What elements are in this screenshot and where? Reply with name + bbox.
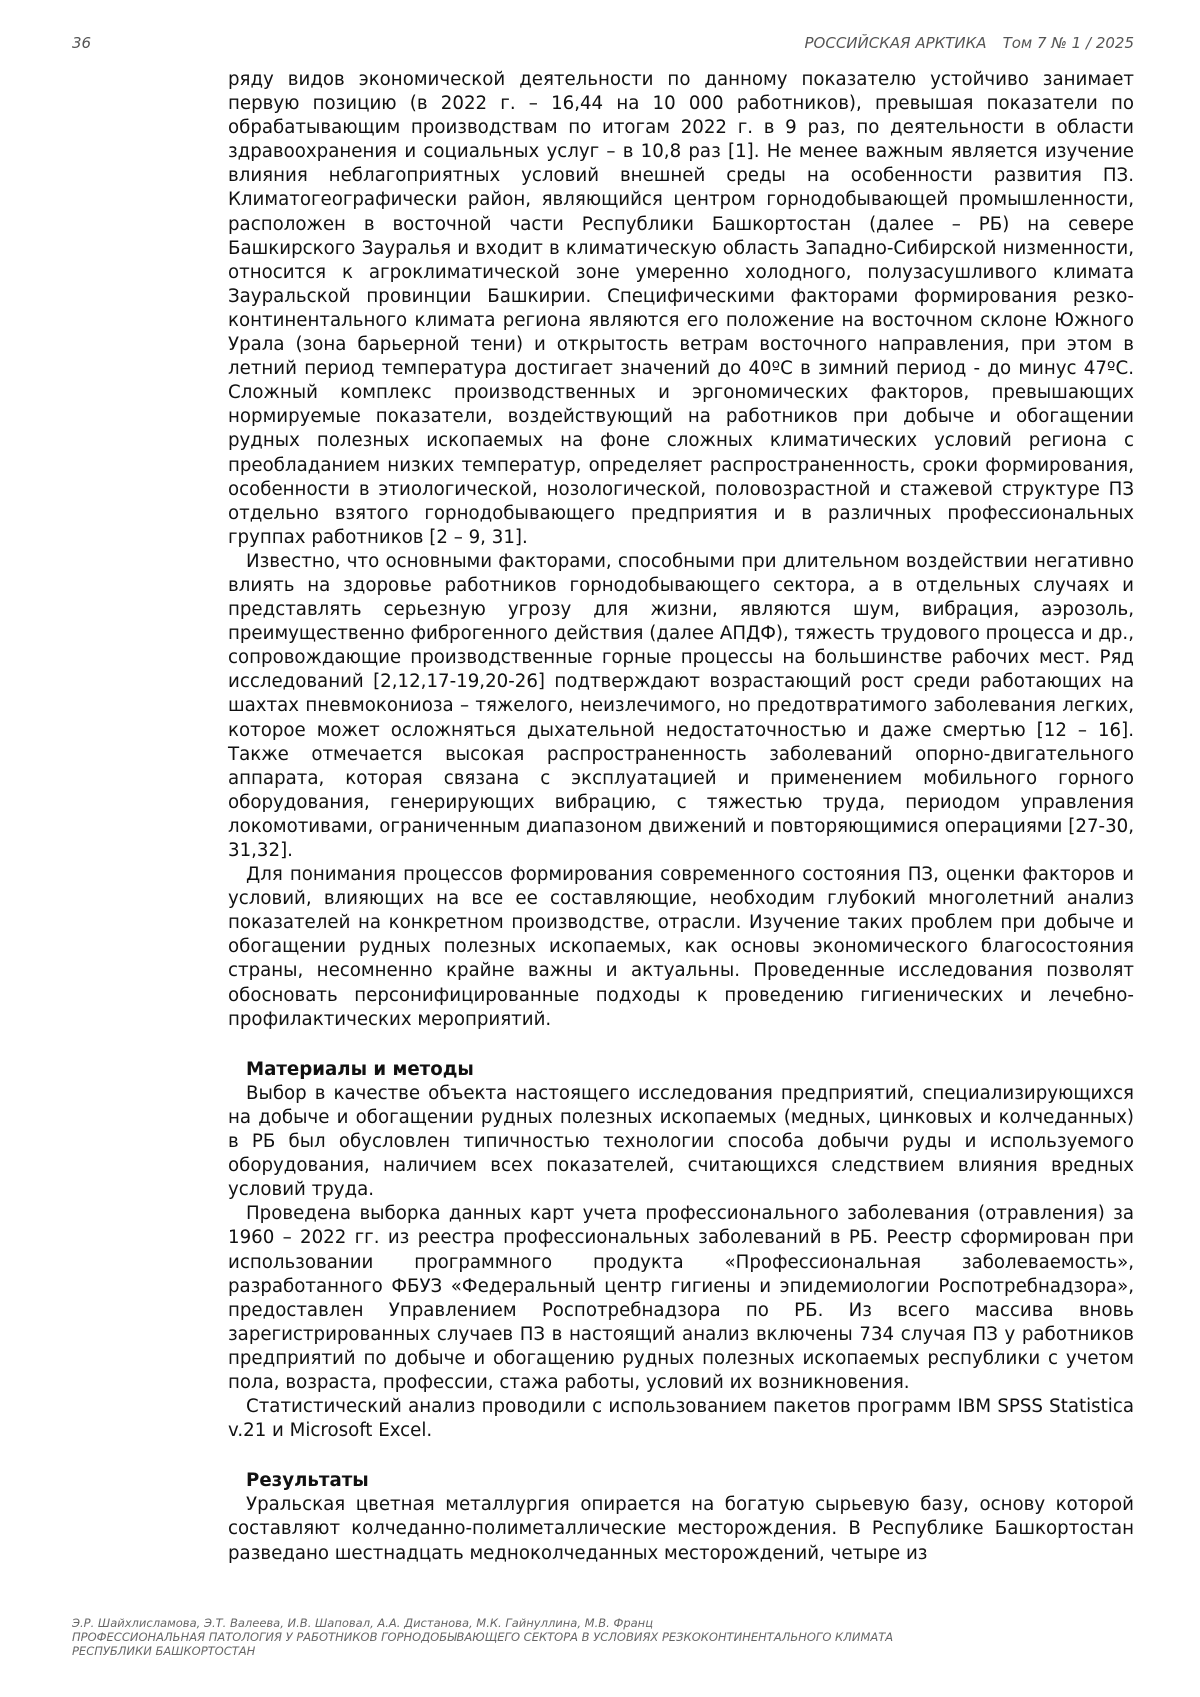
page-footer <box>72 1616 1132 1658</box>
body-paragraph: Известно, что основными факторами, способными при длительном воздействии негативно влиять на здоровье работников горнодобывающего сектора, а в отдельных случаях и представлять серьезную угрозу для жизни, являются шум, вибрация, аэрозоль, преимущественно фиброгенного действия (далее АПДФ), тяжесть трудового процесса и др., сопровождающие производственные горные процессы на большинстве рабочих мест. Ряд исследований [2,12,17-19,20-26] подтверждают возрастающий рост среди работающих на шахтах пневмокониоза – тяжелого, неизлечимого, но предотвратимого заболевания легких, которое может осложняться дыхательной недостаточностью и даже смертью [12 – 16]. Также отмечается высокая распространенность заболеваний опорно-двигательного аппарата, которая связана с эксплуатацией и применением мобильного горного оборудования, генерирующих вибрацию, с тяжестью труда, периодом управления локомотивами, ограниченным диапазоном движений и повторяющимися операциями [27-30, 31,32]. <box>228 550 1134 861</box>
footer-article-title-cont: РЕСПУБЛИКИ БАШКОРТОСТАН <box>72 1644 256 1658</box>
body-paragraph: Проведена выборка данных карт учета профессионального заболевания (отравления) за 1960 – 2022 гг. из реестра профессиональных заболеваний в РБ. Реестр сформирован при использовании программного продукта «Профессиональная заболеваемость», разработанного ФБУЗ «Федеральный центр гигиены и эпидемиологии Роспотребнадзора», предоставлен Управлением Роспотребнадзора по РБ. Из всего массива вновь зарегистрированных случаев ПЗ в настоящий анализ включены 734 случая ПЗ у работников предприятий по добыче и обогащению рудных полезных ископаемых республики с учетом пола, возраста, профессии, стажа работы, условий их возникновения. <box>228 1203 1134 1393</box>
body-paragraph: Статистический анализ проводили с использованием пакетов программ IBM SPSS Statistica v.21 и Microsoft Excel. <box>228 1396 1134 1442</box>
volume-issue: Том 7 № 1 / 2025 <box>1002 34 1134 52</box>
footer-authors: Э.Р. Шайхлисламова, Э.Т. Валеева, И.В. Шаповал, А.А. Дистанова, М.К. Гайнуллина, М.В. Франц <box>72 1616 654 1630</box>
section-heading-methods: Материалы и методы <box>246 1058 474 1080</box>
body-paragraph: Для понимания процессов формирования современного состояния ПЗ, оценки факторов и условий, влияющих на все ее составляющие, необходим глубокий многолетний анализ показателей на конкретном производстве, отрасли. Изучение таких проблем при добыче и обогащении рудных полезных ископаемых, как основы экономического благосостояния страны, несомненно крайне важны и актуальны. Проведенные исследования позволят обосновать персонифицированные подходы к проведению гигиенических и лечебно-профилактических мероприятий. <box>228 864 1134 1030</box>
article-body <box>228 68 1134 1566</box>
footer-article-title: ПРОФЕССИОНАЛЬНАЯ ПАТОЛОГИЯ У РАБОТНИКОВ ГОРНОДОБЫВАЮЩЕГО СЕКТОРА В УСЛОВИЯХ РЕЗКОКОНТИНЕНТАЛЬНОГО КЛИМАТА <box>72 1630 894 1644</box>
body-paragraph: Уральская цветная металлургия опирается на богатую сырьевую базу, основу которой составляют колчеданно-полиметаллические месторождения. В Республике Башкортостан разведано шестнадцать медноколчеданных месторождений, четыре из <box>228 1494 1134 1564</box>
body-paragraph: ряду видов экономической деятельности по данному показателю устойчиво занимает первую позицию (в 2022 г. – 16,44 на 10 000 работников), превышая показатели по обрабатывающим производствам по итогам 2022 г. в 9 раз, по деятельности в области здравоохранения и социальных услуг – в 10,8 раз [1]. Не менее важным является изучение влияния неблагоприятных условий внешней среды на особенности развития ПЗ. Климатогеографически район, являющийся центром горнодобывающей промышленности, расположен в восточной части Республики Башкортостан (далее – РБ) на севере Башкирского Зауралья и входит в климатическую область Западно-Сибирской низменности, относится к агроклиматической зоне умеренно холодного, полузасушливого климата Зауральской провинции Башкирии. Специфическими факторами формирования резко-континентального климата региона являются его положение на восточном склоне Южного Урала (зона барьерной тени) и открытость ветрам восточного направления, при этом в летний период температура достигает значений до 40ºС в зимний период - до минус 47ºС. Сложный комплекс производственных и эргономических факторов, превышающих нормируемые показатели, воздействующий на работников при добыче и обогащении рудных полезных ископаемых на фоне сложных климатических условий региона с преобладанием низких температур, определяет распространенность, сроки формирования, особенности в этиологической, нозологической, половозрастной и стажевой структуре ПЗ отдельно взятого горнодобывающего предприятия и в различных профессиональных группах работников [2 – 9, 31]. <box>228 69 1134 548</box>
journal-title: РОССИЙСКАЯ АРКТИКА <box>804 34 987 52</box>
body-paragraph: Выбор в качестве объекта настоящего исследования предприятий, специализирующихся на добыче и обогащении рудных полезных ископаемых (медных, цинковых и колчеданных) в РБ был обусловлен типичностью технологии способа добычи руды и используемого оборудования, наличием всех показателей, считающихся следствием влияния вредных условий труда. <box>228 1082 1134 1201</box>
section-heading-results: Результаты <box>246 1470 369 1492</box>
running-header <box>805 34 1135 52</box>
page-number: 36 <box>72 34 92 52</box>
